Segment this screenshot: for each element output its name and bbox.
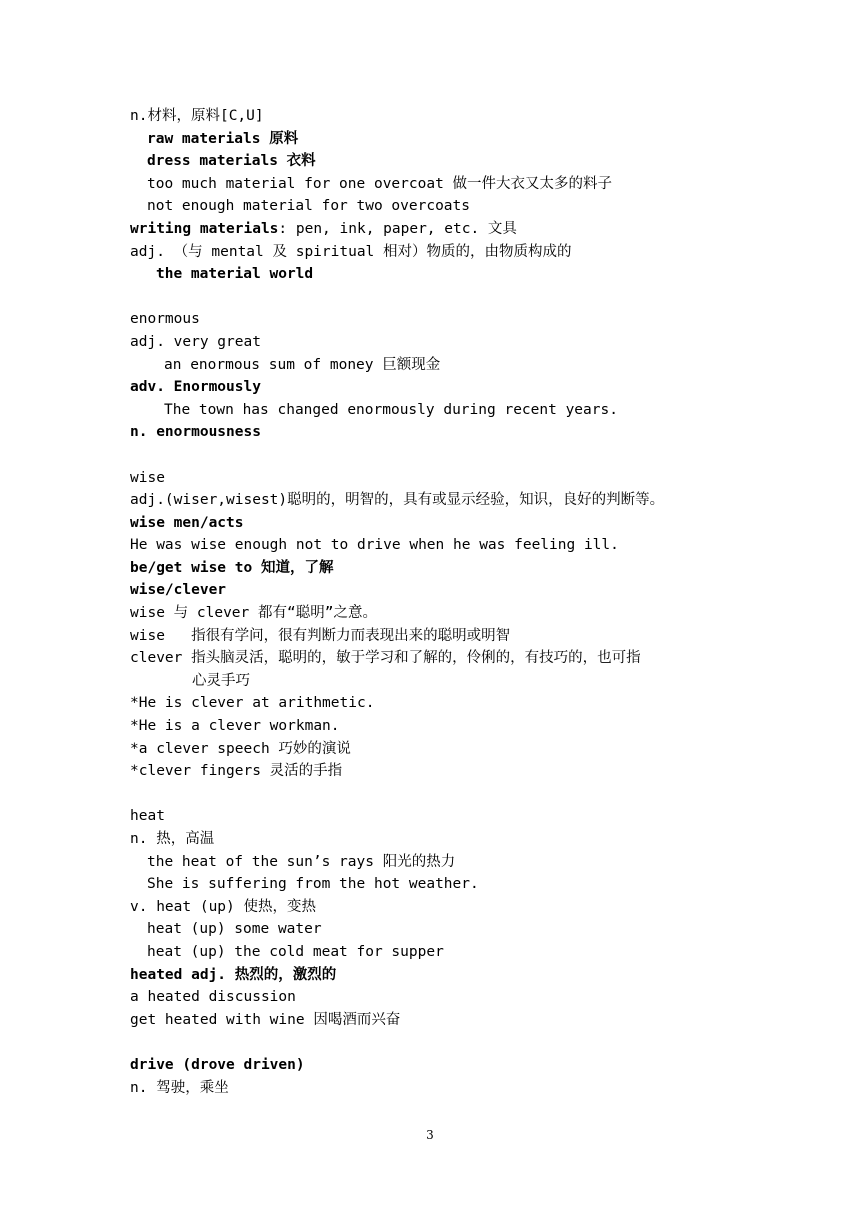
line-text: dress materials 衣料 xyxy=(147,153,316,170)
line-text: adj.(wiser,wisest)聪明的，明智的，具有或显示经验，知识，良好的判断等。 xyxy=(130,492,665,509)
line-text: wise 指很有学问，很有判断力而表现出来的聪明或明智 xyxy=(130,627,511,644)
blank-line xyxy=(130,286,820,309)
text-line xyxy=(130,128,820,151)
text-line xyxy=(130,376,820,399)
text-line xyxy=(130,105,820,128)
line-text: a heated discussion xyxy=(130,989,296,1006)
line-text: *a clever speech 巧妙的演说 xyxy=(130,740,351,757)
text-line xyxy=(130,354,820,377)
text-line xyxy=(130,1077,820,1100)
text-line xyxy=(130,602,820,625)
page-number: 3 xyxy=(426,1128,434,1142)
text-line xyxy=(130,1054,820,1077)
line-text: heat xyxy=(130,808,165,825)
text-line xyxy=(130,399,820,422)
line-text: heat (up) the cold meat for supper xyxy=(147,943,444,960)
line-text: adv. Enormously xyxy=(130,379,261,396)
text-line xyxy=(130,195,820,218)
blank-line xyxy=(130,444,820,467)
line-text: the material world xyxy=(156,266,314,283)
line-text: wise 与 clever 都有“聪明”之意。 xyxy=(130,605,377,622)
line-text: raw materials 原料 xyxy=(147,130,299,147)
line-text: too much material for one overcoat 做一件大衣又太多的料子 xyxy=(147,175,613,192)
text-line xyxy=(130,851,820,874)
line-text: heated adj. 热烈的，激烈的 xyxy=(130,966,337,983)
text-line xyxy=(130,692,820,715)
line-text: v. heat (up) 使热，变热 xyxy=(130,898,316,915)
text-line xyxy=(130,534,820,557)
text-line xyxy=(130,918,820,941)
line-text: clever 指头脑灵活，聪明的，敏于学习和了解的，伶俐的，有技巧的，也可指 xyxy=(130,650,641,667)
line-text: n. enormousness xyxy=(130,424,261,441)
line-text: *clever fingers 灵活的手指 xyxy=(130,763,343,780)
text-line xyxy=(130,1009,820,1032)
text-line xyxy=(130,738,820,761)
line-text: get heated with wine 因喝酒而兴奋 xyxy=(130,1011,401,1028)
line-text: He was wise enough not to drive when he was feeling ill. xyxy=(130,537,619,554)
line-text: an enormous sum of money 巨额现金 xyxy=(164,356,441,373)
line-text-rest: : pen, ink, paper, etc. 文具 xyxy=(278,220,517,237)
text-line xyxy=(130,173,820,196)
text-line xyxy=(130,331,820,354)
text-line xyxy=(130,715,820,738)
line-text: 心灵手巧 xyxy=(192,672,250,689)
text-line xyxy=(130,873,820,896)
line-text: writing materials xyxy=(130,220,279,237)
line-text: *He is clever at arithmetic. xyxy=(130,695,375,712)
line-text: drive (drove driven) xyxy=(130,1056,305,1073)
text-line xyxy=(130,263,820,286)
line-text: enormous xyxy=(130,311,200,328)
text-line xyxy=(130,512,820,535)
blank-line xyxy=(130,1031,820,1054)
line-text: not enough material for two overcoats xyxy=(147,198,471,215)
text-line xyxy=(130,308,820,331)
text-line xyxy=(130,421,820,444)
line-text: adj. （与 mental 及 spiritual 相对）物质的，由物质构成的 xyxy=(130,243,572,260)
text-line xyxy=(130,489,820,512)
text-line xyxy=(130,805,820,828)
line-text: The town has changed enormously during recent years. xyxy=(164,401,618,418)
text-line xyxy=(130,218,820,241)
text-line xyxy=(130,241,820,264)
line-text: She is suffering from the hot weather. xyxy=(147,876,479,893)
text-line xyxy=(130,647,820,670)
text-line xyxy=(130,986,820,1009)
line-text: adj. very great xyxy=(130,333,261,350)
line-text: wise/clever xyxy=(130,582,227,599)
line-text: be/get wise to 知道，了解 xyxy=(130,559,334,576)
text-line xyxy=(130,579,820,602)
text-line xyxy=(130,467,820,490)
line-text: the heat of the sun’s rays 阳光的热力 xyxy=(147,853,456,870)
line-text: wise xyxy=(130,469,165,486)
line-text: n.材料，原料[C,U] xyxy=(130,108,264,124)
document-body xyxy=(130,105,820,1099)
text-line xyxy=(130,964,820,987)
text-line xyxy=(130,941,820,964)
text-line xyxy=(130,557,820,580)
blank-line xyxy=(130,783,820,806)
text-line xyxy=(130,828,820,851)
text-line xyxy=(130,670,820,693)
text-line xyxy=(130,625,820,648)
text-line xyxy=(130,150,820,173)
line-text: *He is a clever workman. xyxy=(130,718,340,735)
line-text: heat (up) some water xyxy=(147,921,322,938)
text-line xyxy=(130,760,820,783)
line-text: n. 热，高温 xyxy=(130,831,215,847)
line-text: wise men/acts xyxy=(130,514,244,531)
line-text: n. 驾驶，乘坐 xyxy=(130,1079,229,1096)
text-line xyxy=(130,896,820,919)
